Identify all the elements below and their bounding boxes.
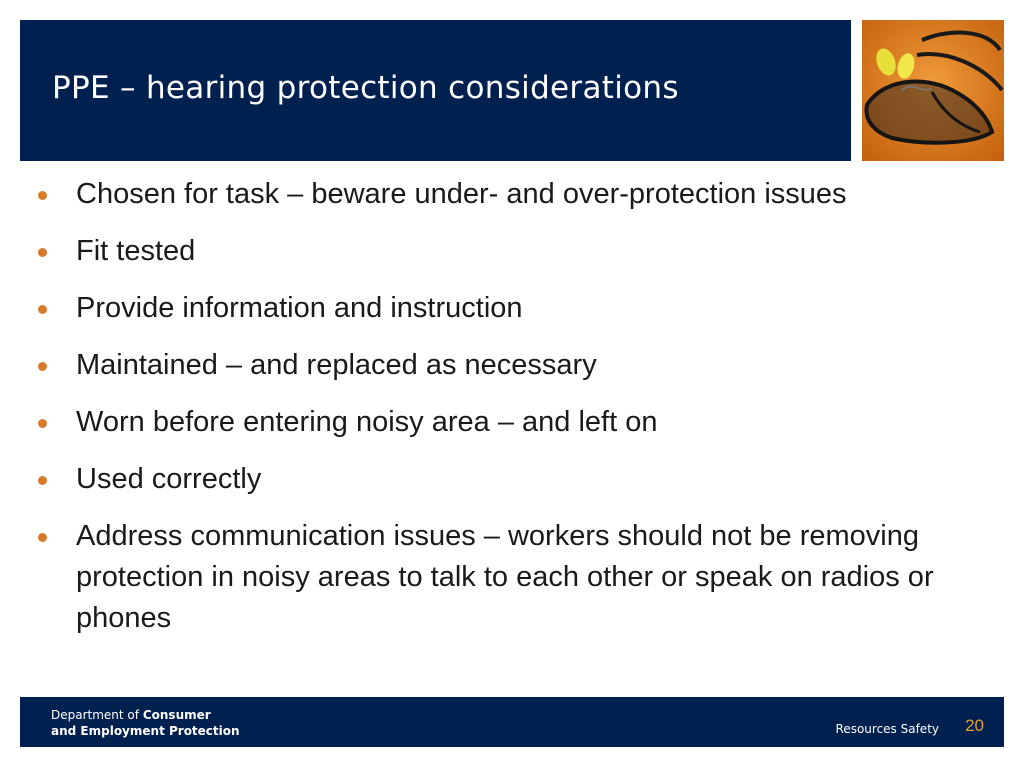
bullet-icon [38, 362, 47, 371]
department-name [51, 707, 240, 739]
bullet-text: Fit tested [76, 235, 196, 267]
dept-prefix: Department of [51, 708, 139, 722]
bullet-item [34, 345, 1004, 386]
safety-glasses-icon [862, 20, 1004, 161]
safety-equipment-photo [862, 20, 1004, 161]
bullet-item [34, 288, 1004, 329]
bullet-icon [38, 419, 47, 428]
footer-bar [20, 697, 1004, 747]
bullet-icon [38, 476, 47, 485]
page-number: 20 [965, 716, 984, 735]
bullet-text: Provide information and instruction [76, 292, 523, 324]
bullet-text: Chosen for task – beware under- and over-protection issues [76, 178, 847, 210]
bullet-item [34, 402, 1004, 443]
bullet-item [34, 231, 1004, 272]
dept-bold-2: and Employment Protection [51, 724, 240, 738]
slide-title: PPE – hearing protection considerations [52, 70, 679, 106]
bullet-text: Used correctly [76, 463, 262, 495]
title-bar [20, 20, 851, 161]
bullet-icon [38, 533, 47, 542]
bullet-text: Maintained – and replaced as necessary [76, 349, 597, 381]
bullet-icon [38, 191, 47, 200]
bullet-list [34, 174, 1004, 655]
unit-name: Resources Safety [835, 722, 939, 736]
bullet-item [34, 516, 1004, 639]
bullet-item [34, 459, 1004, 500]
bullet-text: Address communication issues – workers should not be removing protection in noisy areas to talk to each other or speak on radios or phones [76, 520, 934, 634]
bullet-text: Worn before entering noisy area – and left on [76, 406, 658, 438]
bullet-item [34, 174, 1004, 215]
bullet-icon [38, 248, 47, 257]
dept-bold-1: Consumer [142, 708, 211, 722]
bullet-icon [38, 305, 47, 314]
